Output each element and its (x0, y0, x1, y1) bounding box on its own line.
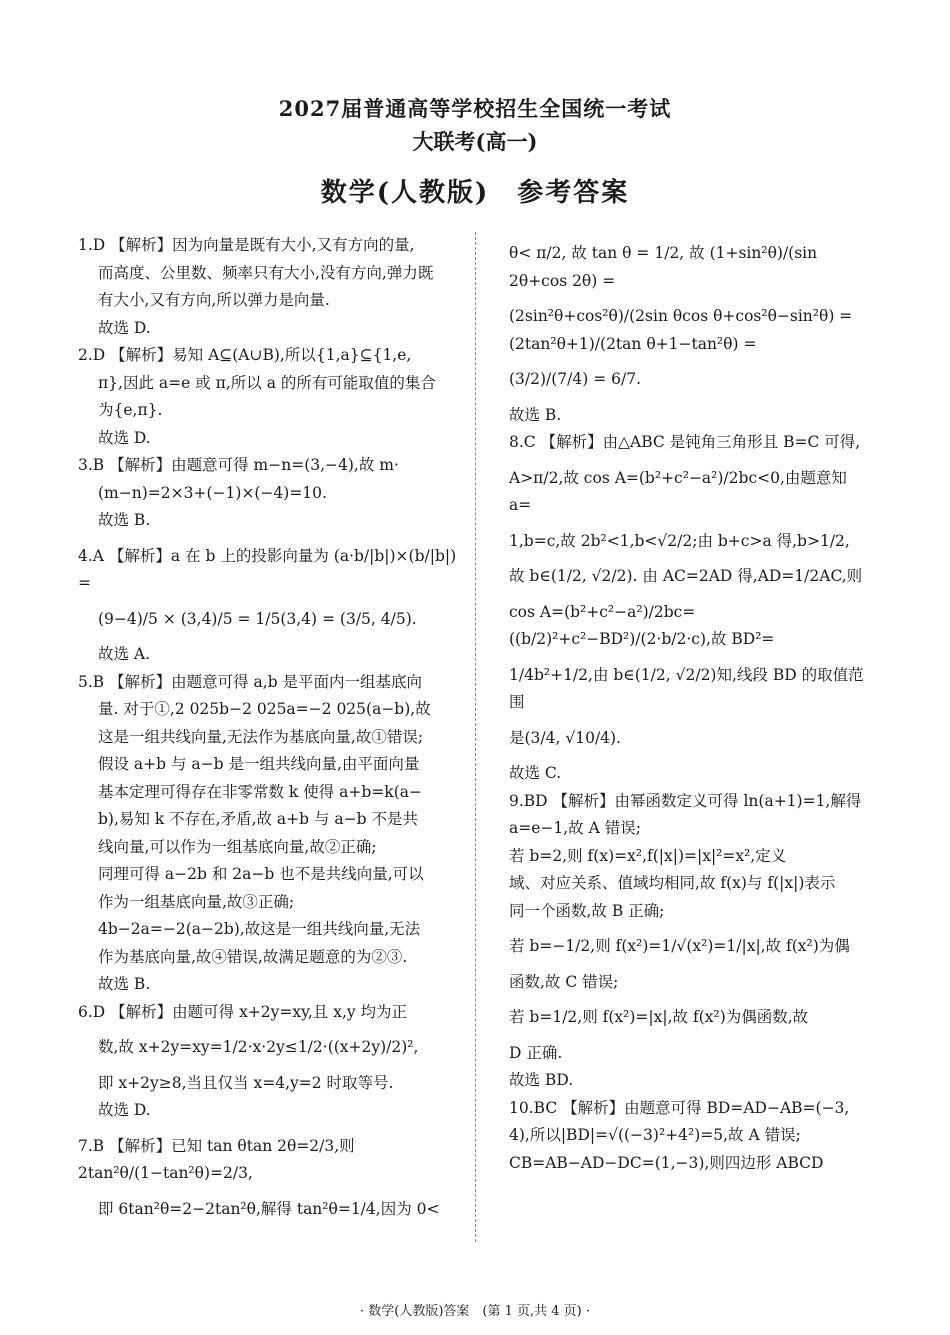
q8-line: 1,b=c,故 2b²<1,b<√2/2;由 b+c>a 得,b>1/2, (509, 531, 850, 550)
q2-line: π},因此 a=e 或 π,所以 a 的所有可能取值的集合 (98, 373, 436, 392)
q7-formula: (2sin²θ+cos²θ)/(2sin θcos θ+cos²θ−sin²θ) = (2tan²θ+1)/(2tan θ+1−tan²θ) = (509, 307, 853, 353)
q5-line: 作为基底向量,故④错误,故满足题意的为②③. (98, 947, 408, 966)
exam-subtitle: 大联考(高一) (412, 129, 538, 154)
page-footer: · 数学(人教版)答案 (第 1 页,共 4 页) · (359, 1304, 591, 1319)
column-divider (475, 232, 476, 1242)
q5-line: 基本定理可得存在非零常数 k 使得 a+b=k(a− (98, 782, 422, 801)
q3-answer: 故选 B. (98, 511, 151, 529)
q1-line: 1.D 【解析】因为向量是既有大小,又有方向的量, (78, 236, 415, 254)
q5-line: 假设 a+b 与 a−b 是一组共线向量,由平面向量 (98, 755, 420, 773)
q7-formula: θ< π/2, 故 tan θ = 1/2, 故 (1+sin²θ)/(sin 2θ+cos 2θ) = (509, 244, 818, 290)
q5-line: 这是一组共线向量,无法作为基底向量,故①错误; (98, 727, 424, 746)
q5-line: 同理可得 a−2b 和 2a−b 也不是共线向量,可以 (98, 865, 424, 883)
q10-line: 4),所以|BD|=√((−3)²+4²)=5,故 A 错误; (509, 1126, 801, 1144)
q5-answer: 故选 B. (98, 975, 151, 993)
q8-line: 故 b∈(1/2, √2/2). 由 AC=2AD 得,AD=1/2AC,则 (509, 567, 863, 585)
q8-answer: 故选 C. (509, 764, 562, 782)
q7-line: 即 6tan²θ=2−2tan²θ,解得 tan²θ=1/4,因为 0< (98, 1199, 440, 1218)
q1-line: 而高度、公里数、频率只有大小,没有方向,弹力既 (98, 263, 434, 282)
q8-line: 1/4b²+1/2,由 b∈(1/2, √2/2)知,线段 BD 的取值范围 (509, 665, 864, 711)
left-column (78, 232, 463, 1231)
q9-line: 若 b=2,则 f(x)=x²,f(|x|)=|x|²=x²,定义 (509, 846, 787, 865)
q9-line: 同一个函数,故 B 正确; (509, 901, 665, 920)
q6-line: 即 x+2y≥8,当且仅当 x=4,y=2 时取等号. (98, 1073, 394, 1092)
q10-line: CB=AB−AD−DC=(1,−3),则四边形 ABCD (509, 1153, 824, 1172)
q9-line: 域、对应关系、值域均相同,故 f(x)与 f(|x|)表示 (509, 874, 836, 892)
q1-line: 有大小,又有方向,所以弹力是向量. (98, 291, 330, 309)
q9-line: D 正确. (509, 1043, 563, 1062)
q4-line: 4.A 【解析】a 在 b 上的投影向量为 (a·b/|b|)×(b/|b|) = (78, 546, 457, 592)
q1-answer: 故选 D. (98, 318, 151, 337)
q6-answer: 故选 D. (98, 1101, 151, 1119)
q5-line: 5.B 【解析】由题意可得 a,b 是平面内一组基底向 (78, 672, 423, 691)
q8-line: A>π/2,故 cos A=(b²+c²−a²)/2bc<0,由题意知 a= (509, 468, 847, 514)
q3-line: (m−n)=2×3+(−1)×(−4)=10. (98, 483, 327, 502)
q5-line: 4b−2a=−2(a−2b),故这是一组共线向量,无法 (98, 920, 421, 938)
answer-key-title: 数学(人教版) 参考答案 (320, 178, 630, 208)
q7-answer: 故选 B. (509, 405, 562, 424)
q9-line: a=e−1,故 A 错误; (509, 819, 641, 837)
q10-line: 10.BC 【解析】由题意可得 BD=AD−AB=(−3, (509, 1098, 850, 1117)
exam-title: 2027届普通高等学校招生全国统一考试 (278, 96, 672, 121)
q9-line: 9.BD 【解析】由幂函数定义可得 ln(a+1)=1,解得 (509, 791, 862, 810)
q3-line: 3.B 【解析】由题意可得 m−n=(3,−4),故 m· (78, 456, 399, 474)
q5-line: 线向量,可以作为一组基底向量,故②正确; (98, 837, 377, 856)
q2-line: 2.D 【解析】易知 A⊆(A∪B),所以{1,a}⊆{1,e, (78, 346, 412, 364)
q8-line: 是(3/4, √10/4). (509, 728, 622, 747)
q5-line: 量. 对于①,2 025b−2 025a=−2 025(a−b),故 (98, 700, 431, 718)
q4-formula: (9−4)/5 × (3,4)/5 = 1/5(3,4) = (3/5, 4/5). (98, 609, 417, 628)
q8-formula: cos A=(b²+c²−a²)/2bc=((b/2)²+c²−BD²)/(2·b/2·c),故 BD²= (509, 602, 775, 648)
q4-answer: 故选 A. (98, 645, 151, 663)
q9-line: 若 b=−1/2,则 f(x²)=1/√(x²)=1/|x|,故 f(x²)为偶 (509, 937, 850, 955)
right-column (509, 232, 874, 1177)
q6-line: 6.D 【解析】由题可得 x+2y=xy,且 x,y 均为正 (78, 1002, 408, 1021)
q9-line: 函数,故 C 错误; (509, 972, 619, 991)
q7-formula: (3/2)/(7/4) = 6/7. (509, 370, 642, 388)
q6-formula: 数,故 x+2y=xy=1/2·x·2y≤1/2·((x+2y)/2)², (98, 1038, 419, 1056)
q5-line: b),易知 k 不存在,矛盾,故 a+b 与 a−b 不是共 (98, 810, 419, 828)
q2-answer: 故选 D. (98, 428, 151, 447)
q5-line: 作为一组基底向量,故③正确; (98, 892, 295, 911)
q9-answer: 故选 BD. (509, 1071, 574, 1089)
q8-line: 8.C 【解析】由△ABC 是钝角三角形且 B=C 可得, (509, 433, 861, 451)
q9-line: 若 b=1/2,则 f(x²)=|x|,故 f(x²)为偶函数,故 (509, 1008, 809, 1026)
q2-line: 为{e,π}. (98, 401, 163, 419)
q7-line: 7.B 【解析】已知 tan θtan 2θ=2/3,则 2tan²θ/(1−tan²θ)=2/3, (78, 1136, 355, 1182)
